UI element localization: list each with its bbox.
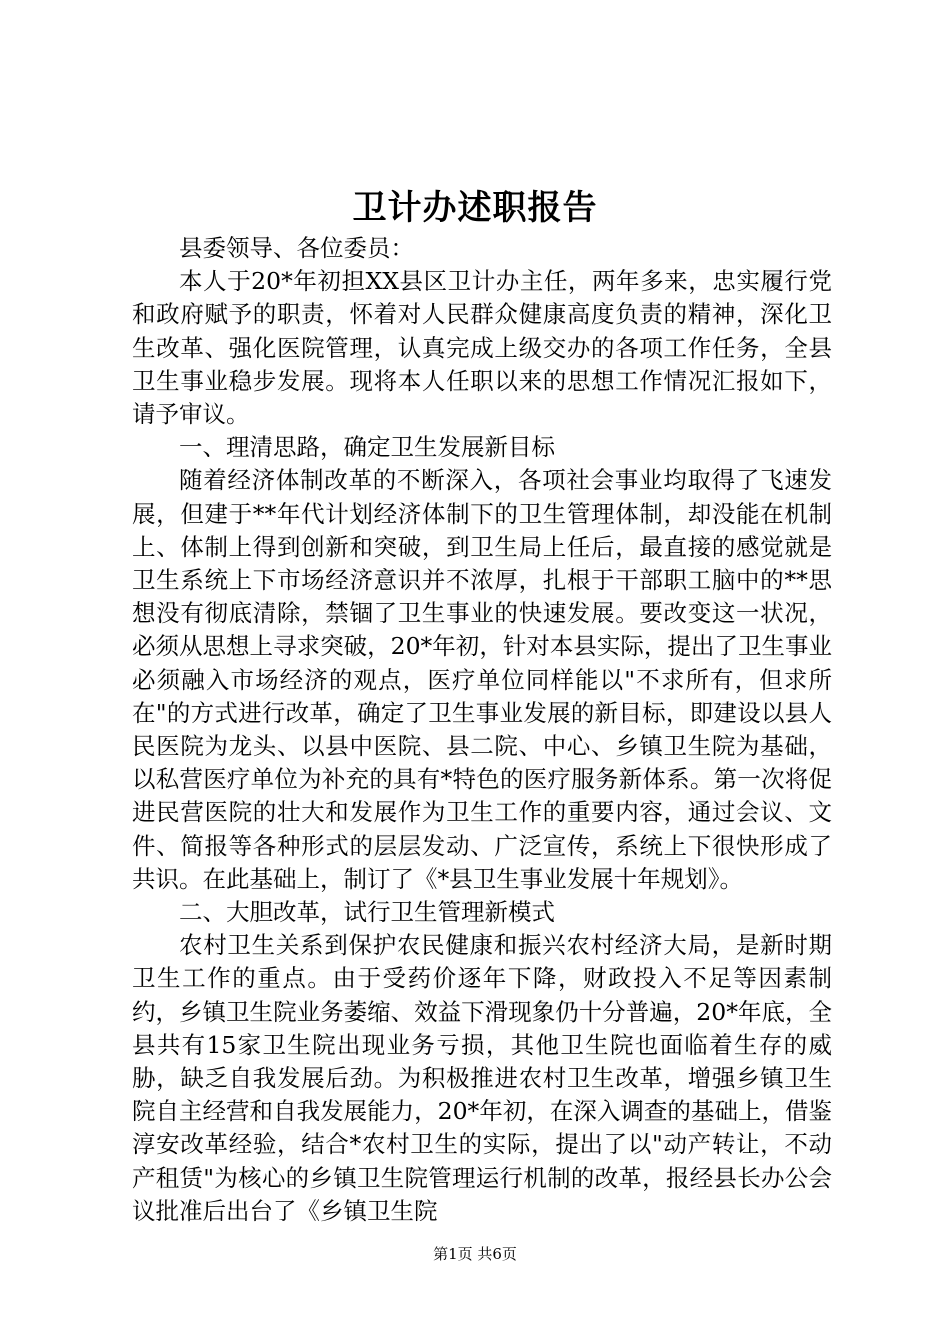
section-heading-2: 二、大胆改革，试行卫生管理新模式	[179, 898, 555, 927]
paragraph-intro: 本人于20*年初担XX县区卫计办主任，两年多来，忠实履行党和政府赋予的职责，怀着对人民群众健康高度负责的精神，深化卫生改革、强化医院管理，认真完成上级交办的各项工作任务，全县卫生事业稳步发展。现将本人任职以来的思想工作情况汇报如下，请予审议。	[132, 267, 832, 429]
section-heading-1: 一、理清思路，确定卫生发展新目标	[179, 433, 555, 462]
document-body	[132, 232, 832, 1228]
document-title: 卫计办述职报告	[352, 188, 598, 228]
salutation: 县委领导、各位委员：	[179, 234, 414, 262]
paragraph-section-2: 农村卫生关系到保护农民健康和振兴农村经济大局，是新时期卫生工作的重点。由于受药价逐年下降，财政投入不足等因素制约，乡镇卫生院业务萎缩、效益下滑现象仍十分普遍，20*年底，全县共有15家卫生院出现业务亏损，其他卫生院也面临着生存的威胁，缺乏自我发展后劲。为积极推进农村卫生改革，增强乡镇卫生院自主经营和自我发展能力，20*年初，在深入调查的基础上，借鉴淳安改革经验，结合*农村卫生的实际，提出了以"动产转让，不动产租赁"为核心的乡镇卫生院管理运行机制的改革，报经县长办公会议批准后出台了《乡镇卫生院	[132, 931, 832, 1225]
page-number-footer: 第1页 共6页	[433, 1245, 517, 1263]
paragraph-section-1: 随着经济体制改革的不断深入，各项社会事业均取得了飞速发展，但建于**年代计划经济体制下的卫生管理体制，却没能在机制上、体制上得到创新和突破，到卫生局上任后，最直接的感觉就是卫生系统上下市场经济意识并不浓厚，扎根于干部职工脑中的**思想没有彻底清除，禁锢了卫生事业的快速发展。要改变这一状况，必须从思想上寻求突破，20*年初，针对本县实际，提出了卫生事业必须融入市场经济的观点，医疗单位同样能以"不求所有，但求所在"的方式进行改革，确定了卫生事业发展的新目标，即建设以县人民医院为龙头、以县中医院、县二院、中心、乡镇卫生院为基础，以私营医疗单位为补充的具有*特色的医疗服务新体系。第一次将促进民营医院的壮大和发展作为卫生工作的重要内容，通过会议、文件、简报等各种形式的层层发动、广泛宣传，系统上下很快形成了共识。在此基础上，制订了《*县卫生事业发展十年规划》。	[132, 466, 832, 893]
